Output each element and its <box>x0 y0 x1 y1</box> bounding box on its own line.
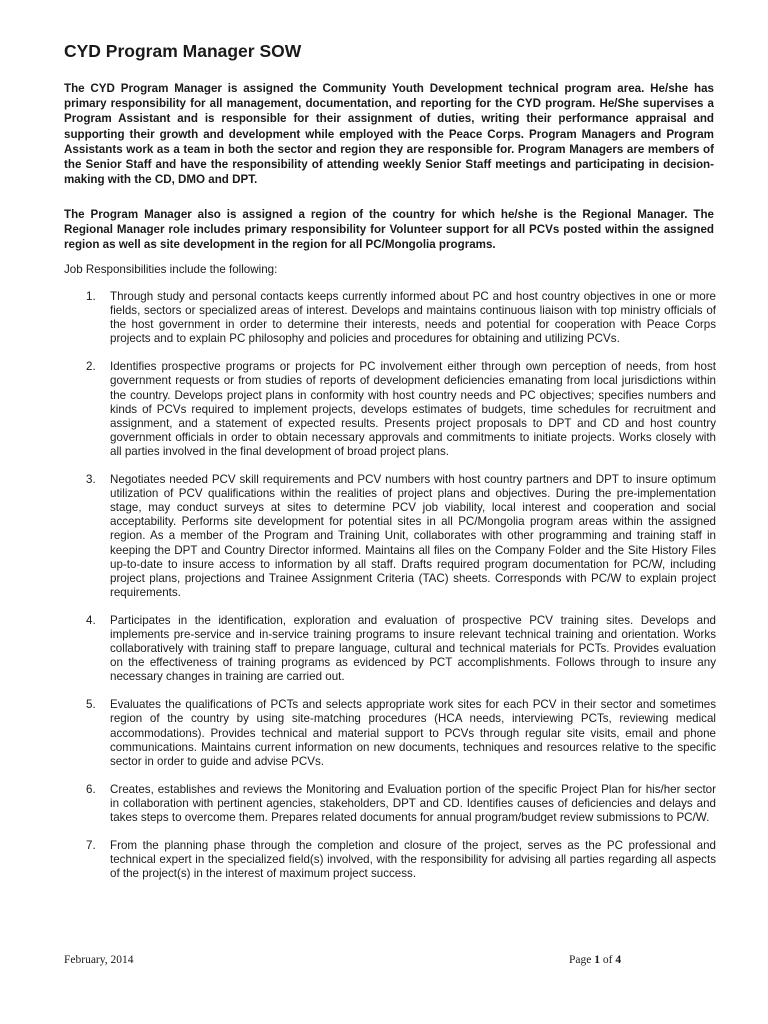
list-item <box>64 614 716 684</box>
list-item <box>64 839 716 881</box>
page-total: 4 <box>615 954 622 966</box>
list-item-text: Through study and personal contacts keeps currently informed about PC and host country objectives in one or more fields, sectors or specialized areas of interest. Develops and maintains continuous liaison with top ministry officials of the host government in order to determine their interests, needs and potential for cooperation with Peace Corps projects and to explain PC philosophy and policies and procedures for obtaining and utilizing PCVs. <box>110 290 716 346</box>
list-item-number: 1. <box>86 290 96 303</box>
footer-page-number <box>569 954 621 966</box>
list-item <box>64 290 716 346</box>
page-current: 1 <box>594 954 600 966</box>
list-item-number: 3. <box>86 473 96 487</box>
responsibilities-heading: Job Responsibilities include the following: <box>64 263 278 276</box>
footer-date: February, 2014 <box>64 954 134 966</box>
list-item-number: 6. <box>86 782 96 796</box>
responsibilities-list <box>64 290 716 895</box>
list-item <box>64 783 716 825</box>
list-item-text: Evaluates the qualifications of PCTs and selects appropriate work sites for each PCV in their sector and sometimes region of the country by using site-matching procedures (HCA needs, interviewing PCTs, reviewing medical accommodations). Provides technical and material support to PCVs through regular site visits, email and phone communications. Maintains current information on new documents, techniques and resources relative to the specific sector in order to guide and advise PCVs. <box>110 698 716 768</box>
list-item-text: Negotiates needed PCV skill requirements and PCV numbers with host country partners and DPT to insure optimum utilization of PCV qualifications within the realities of project plans and objectives. During the pre-implementation stage, may conduct surveys at sites to determine PCV job viability, local interest and cooperation and social acceptability. Performs site development for potential sites in all PC/Mongolia program areas within the assigned region. As a member of the Program and Training Unit, collaborates with other programming and training staff in keeping the DPT and Country Director informed. Maintains all files on the Company Folder and the Site History Files up-to-date to insure access to information by all staff. Drafts required program documentation for PC/W, including project plans, projections and Trainee Assignment Criteria (TAC) sheets. Corresponds with PC/W to explain project requirements. <box>110 473 716 599</box>
intro-paragraph-1: The CYD Program Manager is assigned the Community Youth Development technical program area. He/she has primary responsibility for all management, documentation, and reporting for the CYD program. He/She supervises a Program Assistant and is responsible for their assignment of duties, writing their performance appraisal and supporting their growth and development while employed with the Peace Corps. Program Managers and Program Assistants work as a team in both the sector and region they are responsible for. Program Managers are members of the Senior Staff and have the responsibility of attending weekly Senior Staff meetings and participating in decision-making with the CD, DMO and DPT. <box>64 82 714 187</box>
list-item-text: From the planning phase through the completion and closure of the project, serves as the PC professional and technical expert in the specialized field(s) involved, with the responsibility for advising all parties regarding all aspects of the project(s) in the interest of maximum project success. <box>110 839 716 881</box>
list-item-number: 7. <box>86 839 96 853</box>
list-item <box>64 698 716 768</box>
list-item-number: 2. <box>86 360 96 374</box>
list-item-text: Identifies prospective programs or projects for PC involvement either through own perception of needs, from host government requests or from studies of reports of development deficiencies emanating from local jurisdictions within the country. Develops project plans in conformity with host country needs and PC objectives; specifies numbers and kinds of PCVs required to implement projects, develops estimates of budgets, time schedules for recruitment and assignment, and a statement of expected results. Presents project proposals to DPT and CD and host country government officials in order to obtain necessary approvals and commitments to initiate projects. Works closely with all parties involved in the final development of broad project plans. <box>110 360 716 458</box>
list-item <box>64 473 716 600</box>
list-item-text: Participates in the identification, exploration and evaluation of prospective PCV training sites. Develops and implements pre-service and in-service training programs to insure relevant technical training and orientation. Works collaboratively with training staff to prepare language, cultural and technical materials for PCTs. Provides evaluation on the effectiveness of training programs as evidenced by PCT accomplishments. Follows through to insure any necessary changes in training are carried out. <box>110 613 716 684</box>
page-label: Page <box>569 954 592 966</box>
list-item <box>64 360 716 459</box>
list-item-number: 4. <box>86 613 96 627</box>
intro-paragraph-2: The Program Manager also is assigned a region of the country for which he/she is the Regional Manager. The Regional Manager role includes primary responsibility for Volunteer support for all PCVs posted within the assigned region as well as site development in the region for all PC/Mongolia programs. <box>64 208 714 252</box>
list-item-number: 5. <box>86 698 96 712</box>
page-of: of <box>602 954 613 966</box>
page-title: CYD Program Manager SOW <box>64 41 302 61</box>
list-item-text: Creates, establishes and reviews the Monitoring and Evaluation portion of the specific Project Plan for his/her sector in collaboration with pertinent agencies, stakeholders, DPT and CD. Identifies causes of deficiencies and delays and takes steps to overcome them. Prepares related documents for annual program/budget review submissions to PC/W. <box>110 782 716 824</box>
